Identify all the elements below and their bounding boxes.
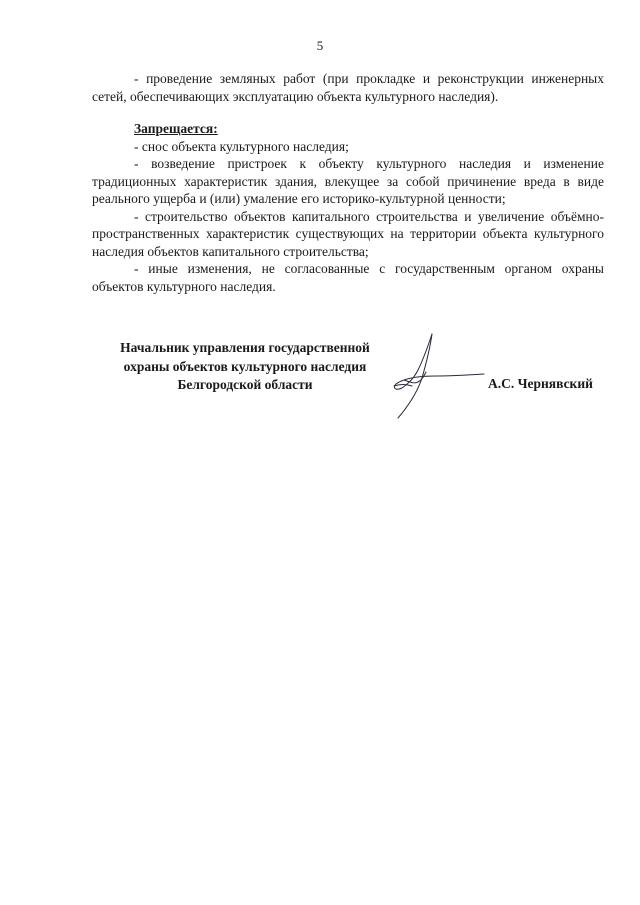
- prohibited-heading: Запрещается:: [134, 121, 218, 136]
- page-number: 5: [316, 38, 324, 53]
- intro-line-1: - проведение земляных работ (при прокладке и реконструкции инженерных: [134, 71, 604, 86]
- intro-paragraph: [92, 70, 604, 105]
- position-line: охраны объектов культурного наследия: [123, 358, 367, 374]
- signatory-position: [100, 339, 390, 395]
- prohibited-item: - возведение пристроек к объекту культурного наследия и изменение традиционных характеристик здания, влекущее за собой причинение вреда в виде реального ущерба и (или) умаление его историко-культурной ценности;: [92, 156, 604, 206]
- prohibited-item: - строительство объектов капитального строительства и увеличение объёмно-пространственных характеристик существующих на территории объекта культурного наследия объектов капитального строительства;: [92, 208, 604, 259]
- prohibited-item: - снос объекта культурного наследия;: [134, 138, 349, 154]
- prohibited-item: - иные изменения, не согласованные с государственным органом охраны объектов культурного наследия.: [92, 261, 604, 294]
- position-line: Белгородской области: [177, 377, 313, 392]
- intro-line-2: сетей, обеспечивающих эксплуатацию объекта культурного наследия).: [92, 88, 499, 104]
- position-line: Начальник управления государственной: [120, 340, 370, 355]
- prohibited-section: [92, 120, 604, 295]
- signatory-name: А.С. Чернявский: [488, 376, 593, 391]
- handwritten-signature: [380, 328, 490, 424]
